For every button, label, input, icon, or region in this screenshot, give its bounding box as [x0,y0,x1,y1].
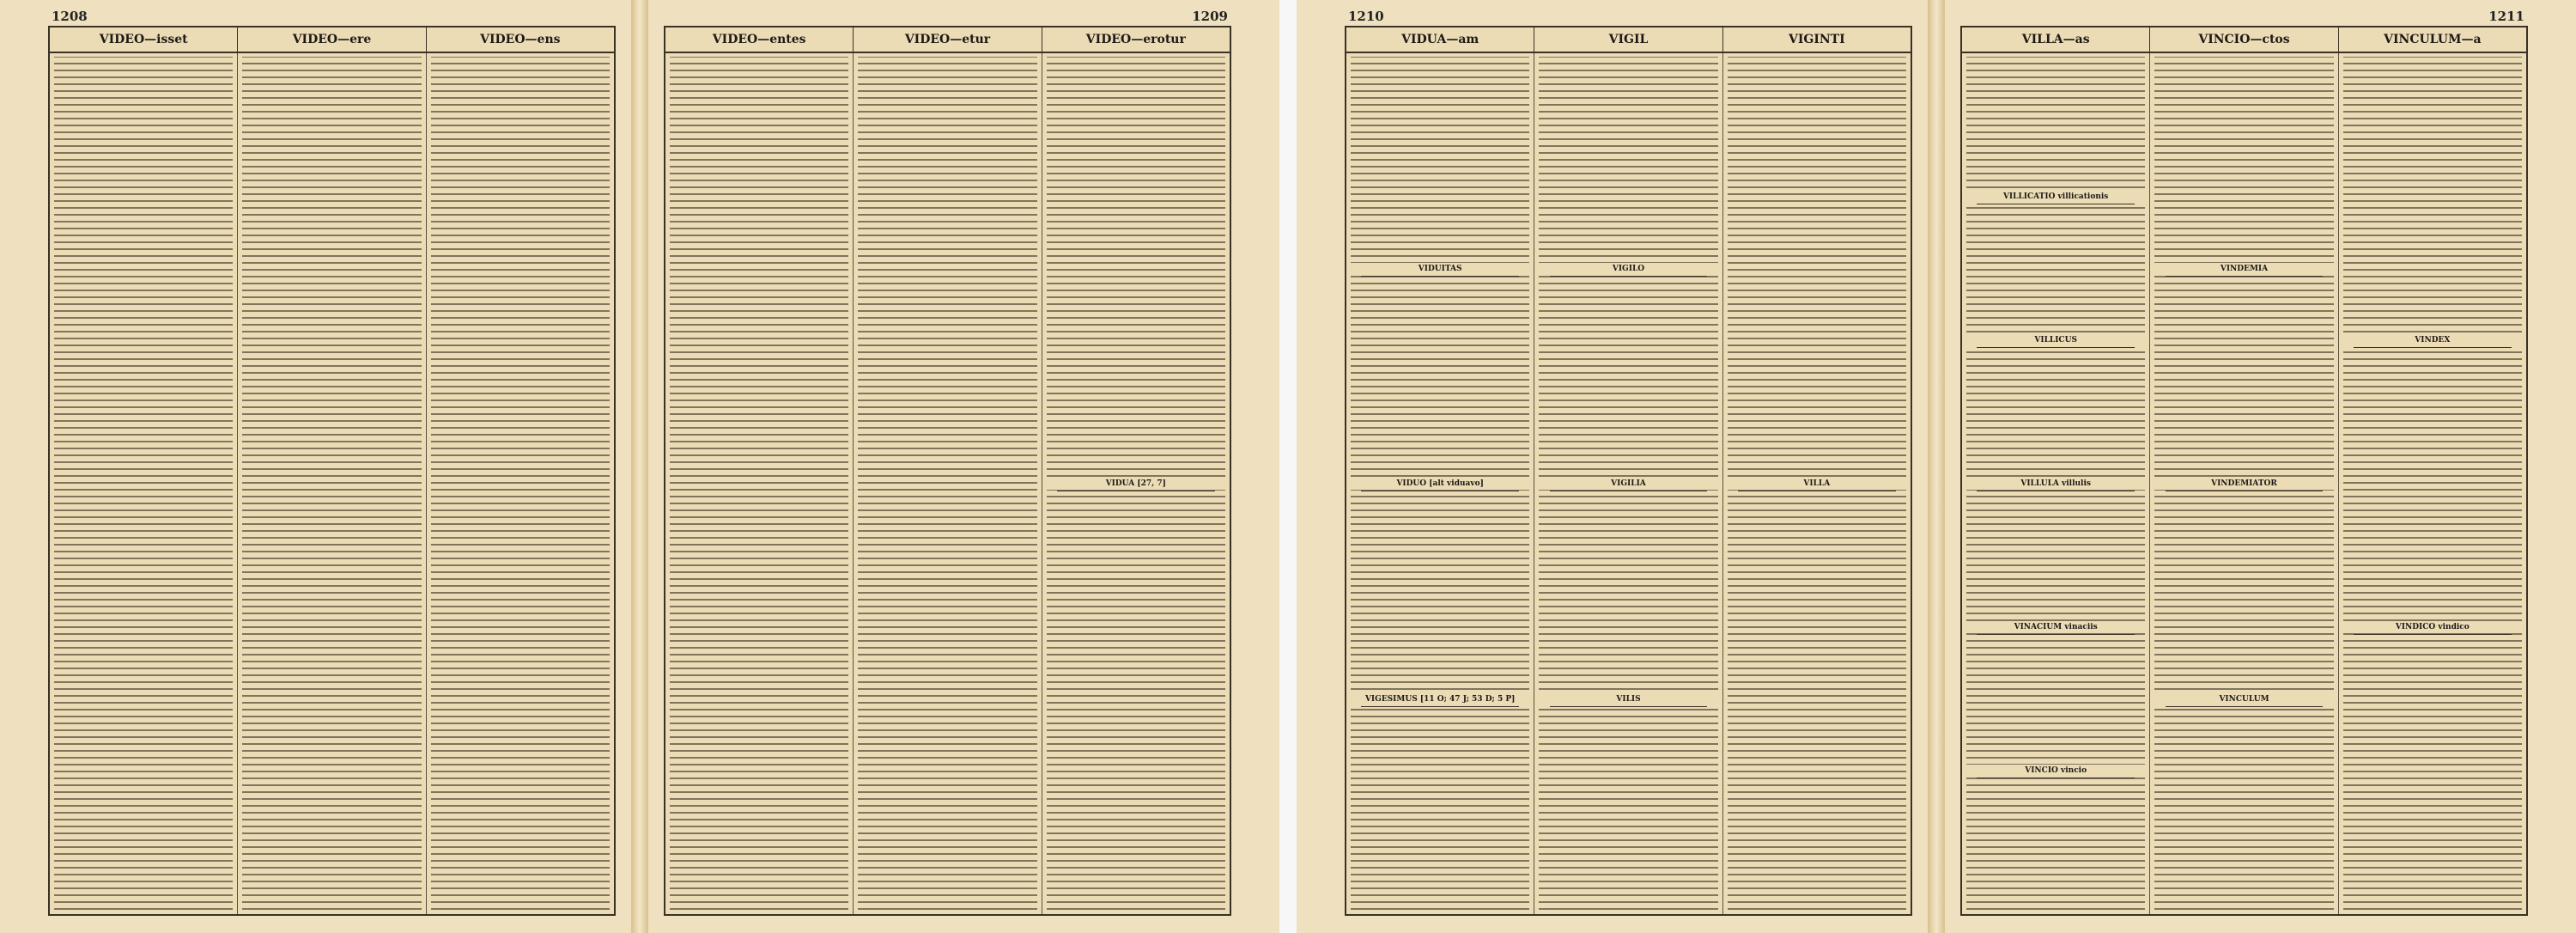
column-header: VIDEO—isset [50,27,238,52]
page-1211 [1945,0,2576,933]
column-header: VIDEO—erotur [1085,33,1186,46]
page-number: 1211 [2488,9,2524,24]
left-spread [0,0,1279,933]
entry-heading: VIDUA [27, 7] [1042,478,1230,490]
entry-heading: VINACIUM vinaciis [1962,621,2149,633]
text-column [1346,53,1534,914]
text-column [854,53,1042,914]
entry-heading: VINDICO vindico [2339,621,2526,633]
entry-rule [1977,634,2134,635]
entry-heading: VINCULUM [2150,693,2337,705]
entry-heading: VIDUITAS [1346,263,1534,275]
column-header: VILLA—as [1962,27,2150,52]
entry-rule [2354,347,2511,348]
page-number: 1209 [1192,9,1228,24]
entry-heading: VINDEMIA [2150,263,2337,275]
entry-heading: VINCIO vincio [1962,765,2149,777]
column-header: VIGIL [1534,27,1722,52]
text-column [2150,53,2338,914]
running-header [50,27,614,53]
page-1209 [648,0,1279,933]
column-header: VIDEO—ens [480,33,561,46]
entry-heading: VILLA [1723,478,1911,490]
text-column [50,53,238,914]
entry-heading: VILIS [1534,693,1722,705]
entry-rule [2166,706,2323,707]
book-gutter [631,0,648,933]
column-header: VIDEO—entes [665,27,854,52]
page-frame [664,26,1231,916]
page-number: 1210 [1348,9,1384,24]
text-column [238,53,426,914]
book-gutter [1928,0,1945,933]
right-spread [1297,0,2576,933]
page-frame [48,26,616,916]
running-header [1346,27,1911,53]
entry-heading: VILLULA villulis [1962,478,2149,490]
text-column [1042,53,1230,914]
page-frame [1345,26,1912,916]
entry-heading: VIGILIA [1534,478,1722,490]
text-column [427,53,614,914]
entry-heading: VIGILO [1534,263,1722,275]
entry-rule [1361,706,1518,707]
entry-rule [2166,276,2323,277]
text-column [2339,53,2526,914]
text-column [1723,53,1911,914]
page-1208 [0,0,631,933]
text-column [1962,53,2150,914]
entry-heading: VILLICUS [1962,334,2149,346]
column-header: VINCIO—ctos [2150,27,2338,52]
entry-rule [2354,634,2511,635]
page-frame [1960,26,2528,916]
running-header [665,27,1230,53]
page-number: 1208 [52,9,88,24]
text-column [665,53,854,914]
entry-heading: VILLICATIO villicationis [1962,191,2149,203]
entry-rule [1550,276,1707,277]
column-header: VIDEO—ere [238,27,426,52]
column-header: VIGINTI [1788,33,1845,46]
entry-heading: VINDEX [2339,334,2526,346]
entry-heading: VIDUO [alt viduavo] [1346,478,1534,490]
entry-rule [1361,276,1518,277]
column-header: VINCULUM—a [2384,33,2482,46]
page-1210 [1297,0,1928,933]
entry-heading: VIGESIMUS [11 O; 47 J; 53 D; 5 P] [1346,693,1534,705]
entry-rule [1550,706,1707,707]
entry-rule [1977,347,2134,348]
column-header: VIDEO—etur [854,27,1042,52]
entry-heading: VINDEMIATOR [2150,478,2337,490]
column-header: VIDUA—am [1346,27,1534,52]
text-column [1534,53,1722,914]
running-header [1962,27,2526,53]
